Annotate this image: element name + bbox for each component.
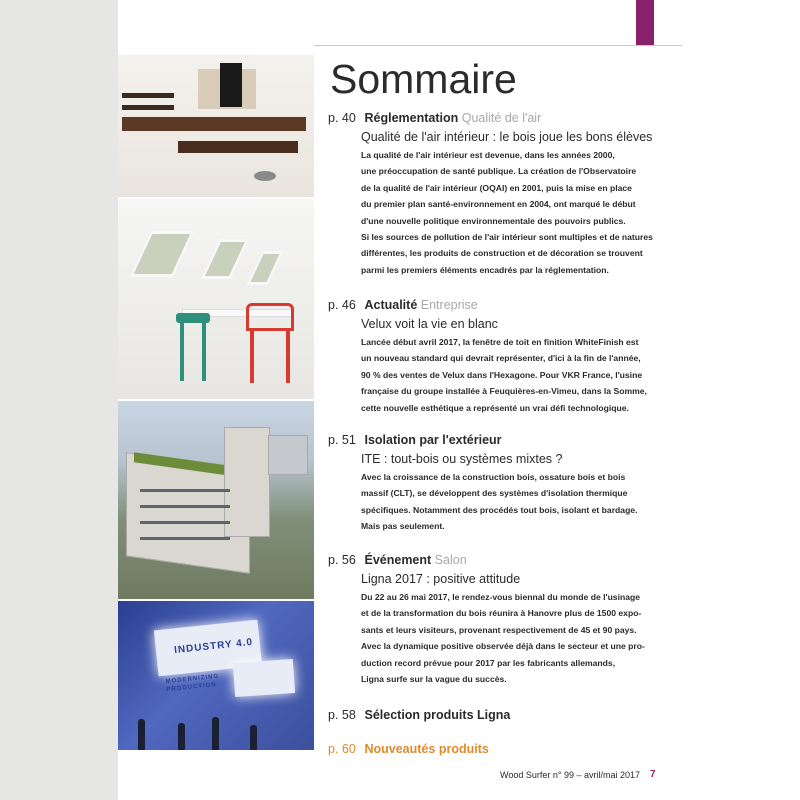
page-ref: p. 40 xyxy=(328,111,356,125)
exhibition-subsign-text: MODERNIZING PRODUCTION xyxy=(165,673,220,694)
toc-entry-evenement[interactable] xyxy=(328,552,688,687)
section-name: Isolation par l'extérieur xyxy=(364,433,502,447)
photo-exhibition-hall xyxy=(118,601,314,750)
subsection-name: Entreprise xyxy=(420,298,478,312)
page-ref: p. 60 xyxy=(328,742,356,756)
section-name: Actualité xyxy=(364,298,418,312)
page-ref: p. 51 xyxy=(328,433,356,447)
left-margin-strip xyxy=(0,0,118,800)
toc-entry-heading xyxy=(328,110,688,126)
toc-entry-actualite[interactable] xyxy=(328,297,688,416)
subsection-name: Qualité de l'air xyxy=(461,111,542,125)
section-name: Réglementation xyxy=(364,111,459,125)
page-title: Sommaire xyxy=(330,56,517,102)
article-headline: Velux voit la vie en blanc xyxy=(361,317,498,331)
toc-entry-reglementation[interactable] xyxy=(328,110,688,278)
page-ref: p. 58 xyxy=(328,708,356,722)
toc-entry-isolation[interactable] xyxy=(328,432,688,535)
footer-issue: Wood Surfer n° 99 – avril/mai 2017 xyxy=(500,770,641,780)
toc-entry-heading xyxy=(328,552,688,568)
article-headline: Ligna 2017 : positive attitude xyxy=(361,572,521,586)
article-summary: La qualité de l'air intérieur est devenue, dans les années 2000, une préoccupation de santé publique. La création de l'Observatoire de la qualité de l'air intérieur (OQAI) en 2001, puis la mise en place du premier plan santé-environnement en 2004, ont marqué le début d'une nouvelle politique environnementale des pouvoirs publics. Si les sources de pollution de l'air intérieur sont multiples et de natures différentes, les produits de construction et de décoration se trouvent parmi les premiers éléments encadrés par la réglementation. xyxy=(361,150,653,275)
subsection-name: Salon xyxy=(434,553,467,567)
toc-entry-selection-ligna[interactable] xyxy=(328,707,688,723)
toc-entry-heading xyxy=(328,741,688,757)
toc-entry-nouveautes[interactable] xyxy=(328,741,688,757)
page-number: 7 xyxy=(650,769,656,780)
photo-building-aerial xyxy=(118,401,314,599)
section-name: Nouveautés produits xyxy=(364,742,489,756)
page-ref: p. 56 xyxy=(328,553,356,567)
article-headline: ITE : tout-bois ou systèmes mixtes ? xyxy=(361,452,563,466)
article-summary: Avec la croissance de la construction bois, ossature bois et bois massif (CLT), se développent des systèmes d'isolation thermique spécifiques. Notamment des procédés tout bois, isolant et bardage. Mais pas seulement. xyxy=(361,472,638,532)
article-summary: Lancée début avril 2017, la fenêtre de toit en finition WhiteFinish est un nouveau standard qui devrait représenter, d'ici à la fin de l'année, 90 % des ventes de Velux dans l'Hexagone. Pour VKR France, l'usine française du groupe installée à Feuquières-en-Vimeu, dans la Somme, cette nouvelle esthétique a représenté un vrai défi technologique. xyxy=(361,337,647,413)
photo-interior-furniture xyxy=(118,55,314,197)
toc-entry-heading xyxy=(328,707,688,723)
section-name: Événement xyxy=(364,553,432,567)
toc-entry-heading xyxy=(328,432,688,448)
article-headline: Qualité de l'air intérieur : le bois joue les bons élèves xyxy=(361,130,653,144)
top-divider xyxy=(314,45,682,46)
toc-entry-heading xyxy=(328,297,688,313)
article-summary: Du 22 au 26 mai 2017, le rendez-vous biennal du monde de l'usinage et de la transformation du bois réunira à Hanovre plus de 1500 expo- sants et leurs visiteurs, provenant respectivement de 45 et 90 pays. Avec la dynamique positive observée déjà dans le secteur et une pro- duction record prévue pour 2017 par les fabricants allemands, Ligna surfe sur la vague du succès. xyxy=(361,592,645,685)
photo-velux-attic xyxy=(118,199,314,399)
exhibition-sign-text: INDUSTRY 4.0 xyxy=(173,636,254,657)
accent-bar xyxy=(636,0,654,45)
photo-column xyxy=(118,55,314,750)
page-ref: p. 46 xyxy=(328,298,356,312)
section-name: Sélection produits Ligna xyxy=(364,708,511,722)
